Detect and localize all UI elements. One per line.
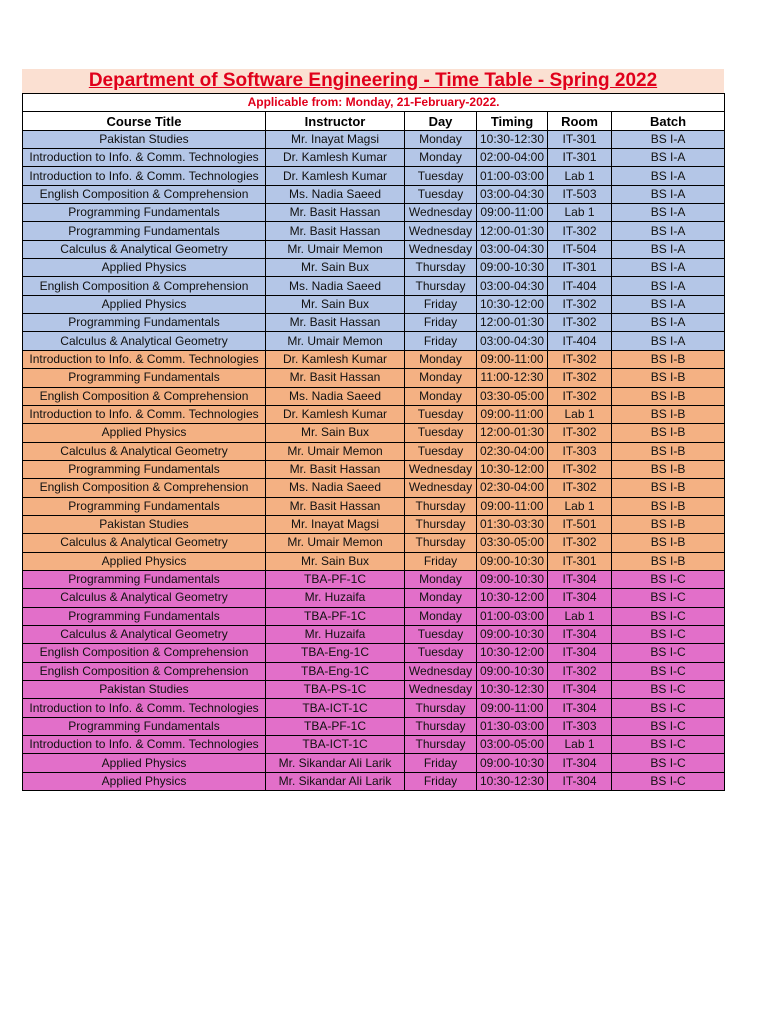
course-title-cell: Applied Physics (23, 295, 266, 313)
day-cell: Tuesday (405, 185, 477, 203)
batch-cell: BS I-C (612, 717, 725, 735)
course-title-cell: Programming Fundamentals (23, 607, 266, 625)
instructor-cell: TBA-ICT-1C (266, 736, 405, 754)
batch-cell: BS I-C (612, 589, 725, 607)
timing-cell: 09:00-10:30 (477, 754, 548, 772)
table-row (23, 772, 725, 790)
day-cell: Thursday (405, 277, 477, 295)
room-cell: IT-302 (548, 387, 612, 405)
batch-cell: BS I-C (612, 644, 725, 662)
timing-cell: 10:30-12:00 (477, 460, 548, 478)
instructor-cell: Mr. Umair Memon (266, 442, 405, 460)
room-cell: IT-301 (548, 149, 612, 167)
day-cell: Tuesday (405, 405, 477, 423)
batch-cell: BS I-C (612, 662, 725, 680)
day-cell: Friday (405, 754, 477, 772)
batch-cell: BS I-B (612, 479, 725, 497)
course-title-cell: Applied Physics (23, 772, 266, 790)
timing-cell: 09:00-11:00 (477, 405, 548, 423)
course-title-cell: Programming Fundamentals (23, 314, 266, 332)
timing-cell: 03:00-05:00 (477, 736, 548, 754)
timing-cell: 10:30-12:00 (477, 589, 548, 607)
day-cell: Monday (405, 369, 477, 387)
instructor-cell: Mr. Basit Hassan (266, 497, 405, 515)
table-row (23, 754, 725, 772)
course-title-cell: Calculus & Analytical Geometry (23, 625, 266, 643)
timing-cell: 09:00-11:00 (477, 350, 548, 368)
timing-cell: 03:00-04:30 (477, 185, 548, 203)
batch-cell: BS I-A (612, 222, 725, 240)
course-title-cell: Calculus & Analytical Geometry (23, 442, 266, 460)
course-title-cell: English Composition & Comprehension (23, 185, 266, 203)
timing-cell: 09:00-11:00 (477, 699, 548, 717)
room-cell: IT-304 (548, 772, 612, 790)
timing-cell: 09:00-10:30 (477, 259, 548, 277)
batch-cell: BS I-C (612, 754, 725, 772)
timetable-body (23, 94, 725, 791)
day-cell: Monday (405, 387, 477, 405)
course-title-cell: English Composition & Comprehension (23, 277, 266, 295)
room-cell: IT-304 (548, 625, 612, 643)
room-cell: IT-302 (548, 295, 612, 313)
table-row (23, 130, 725, 148)
instructor-cell: Dr. Kamlesh Kumar (266, 149, 405, 167)
day-cell: Monday (405, 130, 477, 148)
course-title-cell: Calculus & Analytical Geometry (23, 534, 266, 552)
room-cell: IT-404 (548, 277, 612, 295)
table-row (23, 259, 725, 277)
room-cell: IT-302 (548, 479, 612, 497)
room-cell: IT-301 (548, 130, 612, 148)
room-cell: IT-304 (548, 754, 612, 772)
day-cell: Wednesday (405, 460, 477, 478)
course-title-cell: Pakistan Studies (23, 515, 266, 533)
day-cell: Monday (405, 149, 477, 167)
course-title-cell: Applied Physics (23, 552, 266, 570)
batch-cell: BS I-B (612, 515, 725, 533)
header-course-title: Course Title (23, 112, 266, 130)
instructor-cell: Mr. Basit Hassan (266, 222, 405, 240)
batch-cell: BS I-B (612, 460, 725, 478)
course-title-cell: Pakistan Studies (23, 681, 266, 699)
instructor-cell: Ms. Nadia Saeed (266, 185, 405, 203)
instructor-cell: Mr. Sain Bux (266, 552, 405, 570)
instructor-cell: Mr. Basit Hassan (266, 369, 405, 387)
day-cell: Tuesday (405, 442, 477, 460)
course-title-cell: Programming Fundamentals (23, 222, 266, 240)
table-row (23, 277, 725, 295)
day-cell: Thursday (405, 534, 477, 552)
room-cell: IT-302 (548, 424, 612, 442)
day-cell: Thursday (405, 497, 477, 515)
instructor-cell: Mr. Sain Bux (266, 259, 405, 277)
timing-cell: 01:30-03:00 (477, 717, 548, 735)
room-cell: IT-302 (548, 222, 612, 240)
table-row (23, 460, 725, 478)
day-cell: Tuesday (405, 644, 477, 662)
course-title-cell: Applied Physics (23, 754, 266, 772)
instructor-cell: Mr. Inayat Magsi (266, 515, 405, 533)
instructor-cell: TBA-PS-1C (266, 681, 405, 699)
room-cell: IT-501 (548, 515, 612, 533)
instructor-cell: TBA-ICT-1C (266, 699, 405, 717)
instructor-cell: Mr. Sain Bux (266, 295, 405, 313)
batch-cell: BS I-B (612, 369, 725, 387)
batch-cell: BS I-A (612, 277, 725, 295)
table-row (23, 295, 725, 313)
day-cell: Friday (405, 332, 477, 350)
course-title-cell: Calculus & Analytical Geometry (23, 332, 266, 350)
day-cell: Monday (405, 570, 477, 588)
room-cell: IT-303 (548, 717, 612, 735)
batch-cell: BS I-C (612, 772, 725, 790)
table-row (23, 607, 725, 625)
timetable-sheet (22, 69, 724, 791)
table-row (23, 167, 725, 185)
table-row (23, 589, 725, 607)
table-row (23, 717, 725, 735)
timing-cell: 01:00-03:00 (477, 167, 548, 185)
room-cell: IT-304 (548, 644, 612, 662)
day-cell: Monday (405, 607, 477, 625)
table-row (23, 515, 725, 533)
day-cell: Thursday (405, 259, 477, 277)
day-cell: Wednesday (405, 204, 477, 222)
header-timing: Timing (477, 112, 548, 130)
course-title-cell: Pakistan Studies (23, 130, 266, 148)
batch-cell: BS I-A (612, 295, 725, 313)
timing-cell: 10:30-12:30 (477, 130, 548, 148)
table-row (23, 699, 725, 717)
course-title-cell: Introduction to Info. & Comm. Technologies (23, 699, 266, 717)
batch-cell: BS I-C (612, 681, 725, 699)
course-title-cell: English Composition & Comprehension (23, 479, 266, 497)
course-title-cell: Programming Fundamentals (23, 204, 266, 222)
instructor-cell: Mr. Sikandar Ali Larik (266, 754, 405, 772)
course-title-cell: English Composition & Comprehension (23, 662, 266, 680)
room-cell: Lab 1 (548, 405, 612, 423)
timing-cell: 01:30-03:30 (477, 515, 548, 533)
instructor-cell: Mr. Basit Hassan (266, 314, 405, 332)
timing-cell: 03:00-04:30 (477, 332, 548, 350)
instructor-cell: Mr. Sain Bux (266, 424, 405, 442)
timing-cell: 09:00-10:30 (477, 570, 548, 588)
room-cell: IT-404 (548, 332, 612, 350)
batch-cell: BS I-B (612, 552, 725, 570)
table-row (23, 240, 725, 258)
course-title-cell: Programming Fundamentals (23, 369, 266, 387)
course-title-cell: Programming Fundamentals (23, 497, 266, 515)
batch-cell: BS I-A (612, 259, 725, 277)
title-row (22, 69, 724, 93)
timing-cell: 03:30-05:00 (477, 534, 548, 552)
instructor-cell: Mr. Inayat Magsi (266, 130, 405, 148)
instructor-cell: Dr. Kamlesh Kumar (266, 350, 405, 368)
table-row (23, 497, 725, 515)
instructor-cell: Mr. Umair Memon (266, 332, 405, 350)
timing-cell: 10:30-12:30 (477, 772, 548, 790)
table-row (23, 644, 725, 662)
instructor-cell: Ms. Nadia Saeed (266, 387, 405, 405)
batch-cell: BS I-C (612, 736, 725, 754)
timing-cell: 09:00-10:30 (477, 625, 548, 643)
table-row (23, 350, 725, 368)
instructor-cell: TBA-PF-1C (266, 570, 405, 588)
course-title-cell: Calculus & Analytical Geometry (23, 240, 266, 258)
room-cell: IT-302 (548, 369, 612, 387)
day-cell: Thursday (405, 717, 477, 735)
timing-cell: 11:00-12:30 (477, 369, 548, 387)
course-title-cell: English Composition & Comprehension (23, 644, 266, 662)
course-title-cell: Calculus & Analytical Geometry (23, 589, 266, 607)
room-cell: IT-503 (548, 185, 612, 203)
day-cell: Friday (405, 552, 477, 570)
room-cell: IT-302 (548, 350, 612, 368)
table-row (23, 222, 725, 240)
table-row (23, 681, 725, 699)
timetable (22, 93, 725, 791)
batch-cell: BS I-B (612, 350, 725, 368)
course-title-cell: Applied Physics (23, 259, 266, 277)
instructor-cell: Mr. Huzaifa (266, 589, 405, 607)
timing-cell: 12:00-01:30 (477, 424, 548, 442)
course-title-cell: Programming Fundamentals (23, 570, 266, 588)
course-title-cell: Introduction to Info. & Comm. Technologies (23, 149, 266, 167)
instructor-cell: TBA-Eng-1C (266, 662, 405, 680)
table-row (23, 552, 725, 570)
header-instructor: Instructor (266, 112, 405, 130)
table-row (23, 185, 725, 203)
batch-cell: BS I-A (612, 167, 725, 185)
room-cell: Lab 1 (548, 167, 612, 185)
instructor-cell: Ms. Nadia Saeed (266, 277, 405, 295)
day-cell: Friday (405, 772, 477, 790)
room-cell: IT-301 (548, 259, 612, 277)
table-row (23, 369, 725, 387)
room-cell: IT-304 (548, 589, 612, 607)
day-cell: Monday (405, 350, 477, 368)
batch-cell: BS I-B (612, 534, 725, 552)
applicable-from-text: Applicable from: Monday, 21-February-2022. (23, 94, 725, 112)
table-row (23, 387, 725, 405)
instructor-cell: Mr. Sikandar Ali Larik (266, 772, 405, 790)
instructor-cell: TBA-Eng-1C (266, 644, 405, 662)
table-row (23, 204, 725, 222)
room-cell: IT-301 (548, 552, 612, 570)
instructor-cell: TBA-PF-1C (266, 607, 405, 625)
batch-cell: BS I-B (612, 442, 725, 460)
day-cell: Tuesday (405, 167, 477, 185)
table-row (23, 405, 725, 423)
table-row (23, 479, 725, 497)
timing-cell: 03:30-05:00 (477, 387, 548, 405)
day-cell: Friday (405, 295, 477, 313)
timing-cell: 01:00-03:00 (477, 607, 548, 625)
batch-cell: BS I-A (612, 204, 725, 222)
room-cell: IT-504 (548, 240, 612, 258)
course-title-cell: Programming Fundamentals (23, 717, 266, 735)
day-cell: Thursday (405, 515, 477, 533)
day-cell: Wednesday (405, 479, 477, 497)
timing-cell: 09:00-11:00 (477, 497, 548, 515)
table-row (23, 314, 725, 332)
day-cell: Friday (405, 314, 477, 332)
timing-cell: 12:00-01:30 (477, 222, 548, 240)
day-cell: Wednesday (405, 222, 477, 240)
page-title: Department of Software Engineering - Time Table - Spring 2022 (88, 70, 658, 91)
day-cell: Tuesday (405, 424, 477, 442)
room-cell: IT-302 (548, 460, 612, 478)
header-row (23, 112, 725, 130)
header-day: Day (405, 112, 477, 130)
header-batch: Batch (612, 112, 725, 130)
table-row (23, 149, 725, 167)
timing-cell: 03:00-04:30 (477, 240, 548, 258)
instructor-cell: Mr. Umair Memon (266, 240, 405, 258)
course-title-cell: Introduction to Info. & Comm. Technologies (23, 350, 266, 368)
timing-cell: 12:00-01:30 (477, 314, 548, 332)
table-row (23, 424, 725, 442)
room-cell: IT-304 (548, 699, 612, 717)
course-title-cell: Introduction to Info. & Comm. Technologies (23, 405, 266, 423)
instructor-cell: Dr. Kamlesh Kumar (266, 405, 405, 423)
table-row (23, 736, 725, 754)
batch-cell: BS I-A (612, 185, 725, 203)
batch-cell: BS I-A (612, 314, 725, 332)
timing-cell: 02:30-04:00 (477, 442, 548, 460)
instructor-cell: Dr. Kamlesh Kumar (266, 167, 405, 185)
batch-cell: BS I-A (612, 332, 725, 350)
room-cell: IT-302 (548, 314, 612, 332)
batch-cell: BS I-C (612, 699, 725, 717)
batch-cell: BS I-C (612, 570, 725, 588)
timing-cell: 02:30-04:00 (477, 479, 548, 497)
batch-cell: BS I-A (612, 240, 725, 258)
day-cell: Monday (405, 589, 477, 607)
room-cell: IT-304 (548, 570, 612, 588)
batch-cell: BS I-C (612, 607, 725, 625)
room-cell: Lab 1 (548, 736, 612, 754)
applicable-row (23, 94, 725, 112)
table-row (23, 625, 725, 643)
batch-cell: BS I-B (612, 497, 725, 515)
batch-cell: BS I-B (612, 387, 725, 405)
timing-cell: 09:00-11:00 (477, 204, 548, 222)
room-cell: IT-302 (548, 662, 612, 680)
day-cell: Thursday (405, 699, 477, 717)
day-cell: Thursday (405, 736, 477, 754)
day-cell: Wednesday (405, 662, 477, 680)
table-row (23, 534, 725, 552)
instructor-cell: Ms. Nadia Saeed (266, 479, 405, 497)
day-cell: Wednesday (405, 240, 477, 258)
course-title-cell: Applied Physics (23, 424, 266, 442)
room-cell: Lab 1 (548, 607, 612, 625)
day-cell: Wednesday (405, 681, 477, 699)
course-title-cell: English Composition & Comprehension (23, 387, 266, 405)
batch-cell: BS I-A (612, 149, 725, 167)
timing-cell: 10:30-12:30 (477, 681, 548, 699)
batch-cell: BS I-A (612, 130, 725, 148)
day-cell: Tuesday (405, 625, 477, 643)
timing-cell: 10:30-12:00 (477, 644, 548, 662)
course-title-cell: Introduction to Info. & Comm. Technologies (23, 167, 266, 185)
instructor-cell: Mr. Umair Memon (266, 534, 405, 552)
timing-cell: 09:00-10:30 (477, 662, 548, 680)
course-title-cell: Introduction to Info. & Comm. Technologies (23, 736, 266, 754)
batch-cell: BS I-B (612, 405, 725, 423)
timing-cell: 03:00-04:30 (477, 277, 548, 295)
timing-cell: 10:30-12:00 (477, 295, 548, 313)
instructor-cell: Mr. Basit Hassan (266, 460, 405, 478)
room-cell: Lab 1 (548, 497, 612, 515)
header-room: Room (548, 112, 612, 130)
batch-cell: BS I-B (612, 424, 725, 442)
instructor-cell: Mr. Huzaifa (266, 625, 405, 643)
course-title-cell: Programming Fundamentals (23, 460, 266, 478)
room-cell: IT-303 (548, 442, 612, 460)
table-row (23, 570, 725, 588)
room-cell: IT-302 (548, 534, 612, 552)
room-cell: IT-304 (548, 681, 612, 699)
table-row (23, 332, 725, 350)
table-row (23, 662, 725, 680)
batch-cell: BS I-C (612, 625, 725, 643)
table-row (23, 442, 725, 460)
timing-cell: 02:00-04:00 (477, 149, 548, 167)
instructor-cell: Mr. Basit Hassan (266, 204, 405, 222)
timing-cell: 09:00-10:30 (477, 552, 548, 570)
room-cell: Lab 1 (548, 204, 612, 222)
instructor-cell: TBA-PF-1C (266, 717, 405, 735)
